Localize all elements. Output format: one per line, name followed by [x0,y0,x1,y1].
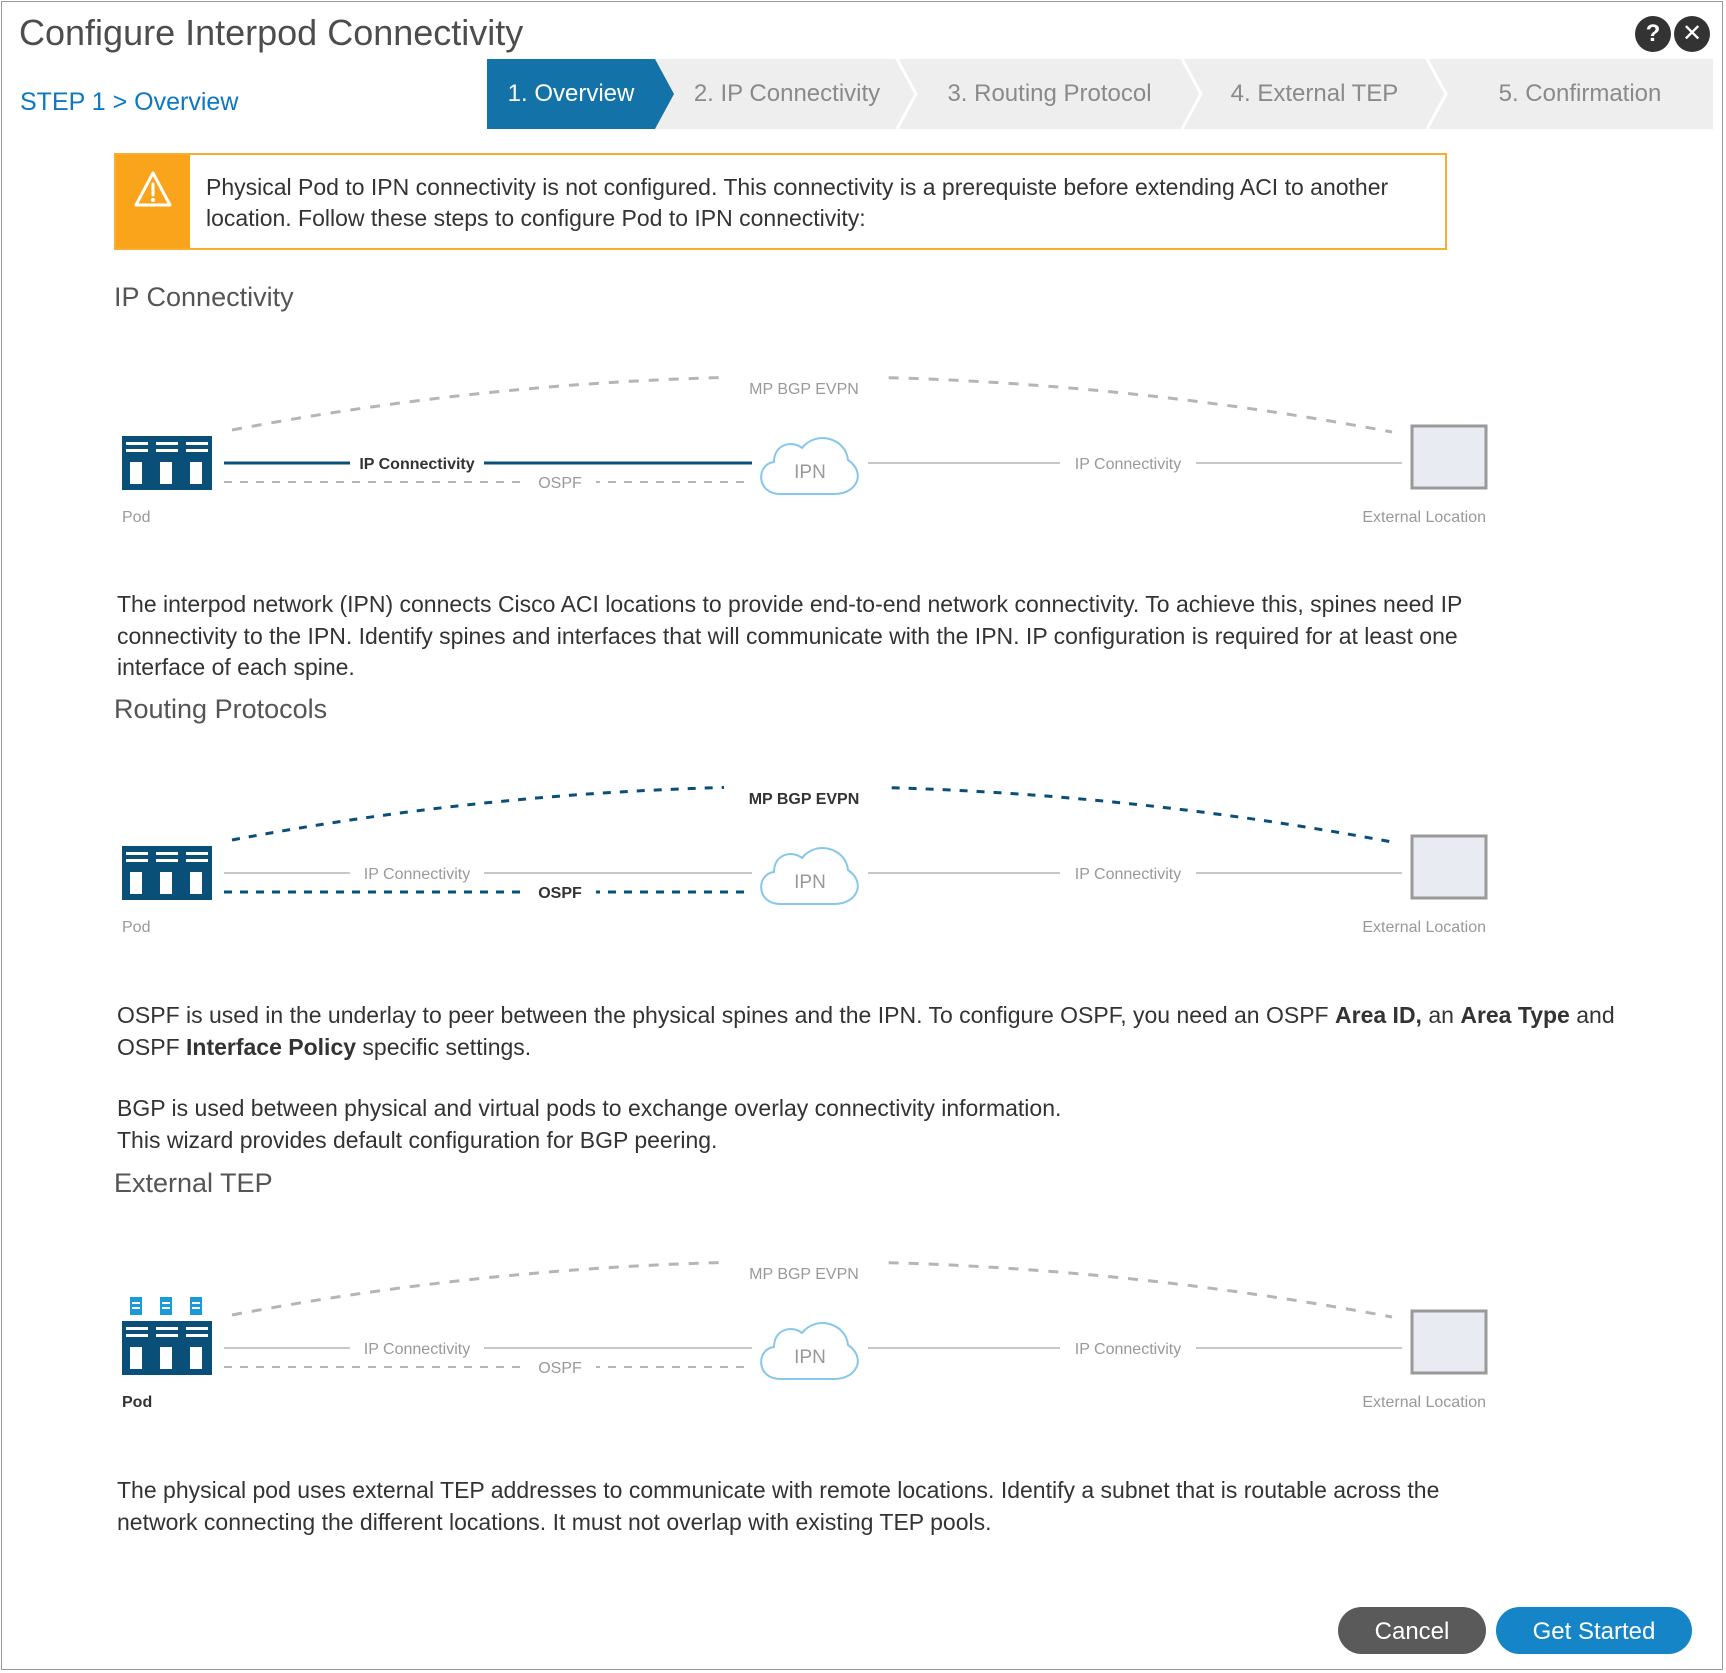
mp-bgp-evpn-label: MP BGP EVPN [748,791,860,808]
external-location-icon [1412,836,1486,898]
diagram-external-tep [2,1237,1726,1437]
ospf-text-d: and OSPF [117,1002,1615,1060]
wizard-step-overview[interactable]: 1. Overview [507,80,635,107]
pod-with-tep-icon [122,1297,212,1375]
configure-interpod-dialog [1,1,1723,1670]
ip-connectivity-label-right: IP Connectivity [1074,456,1182,473]
breadcrumb: STEP 1 > Overview [20,88,239,116]
ospf-text-area-id: Area ID, [1335,1002,1422,1028]
ospf-label: OSPF [538,475,582,492]
pod-label: Pod [122,509,151,526]
ipn-label: IPN [794,872,826,893]
ip-connectivity-label: IP Connectivity [363,866,471,883]
ospf-label: OSPF [538,885,582,902]
get-started-button[interactable]: Get Started [1496,1607,1692,1654]
ip-connectivity-label: IP Connectivity [359,456,475,473]
external-location-label: External Location [1362,919,1486,936]
ospf-text-c: an [1421,1002,1461,1028]
external-location-icon [1412,426,1486,488]
section-text-bgp [117,1093,1677,1156]
dialog-title: Configure Interpod Connectivity [19,12,524,53]
section-heading-routing-protocols: Routing Protocols [114,694,328,724]
section-heading-external-tep: External TEP [114,1168,273,1198]
ipn-label: IPN [794,1347,826,1368]
external-location-label: External Location [1362,509,1486,526]
ospf-label: OSPF [538,1360,582,1377]
bgp-text-line-1: BGP is used between physical and virtual pods to exchange overlay connectivity information. [117,1095,1062,1121]
ospf-text-area-type: Area Type [1460,1002,1570,1028]
section-text-ip-connectivity: The interpod network (IPN) connects Cisco ACI locations to provide end-to-end network connectivity. To achieve this, spines need IP connectivity to the IPN. Identify spines and interfaces that will communicate with the IPN. IP configuration is required for at least one interface of each spine. [117,591,1462,680]
external-location-label: External Location [1362,1394,1486,1411]
pod-icon [122,846,212,900]
ip-connectivity-label-right: IP Connectivity [1074,1341,1182,1358]
wizard-step-ip-connectivity[interactable]: 2. IP Connectivity [693,80,881,107]
wizard-step-routing-protocol[interactable]: 3. Routing Protocol [947,80,1152,107]
wizard-steps [487,59,1713,129]
warning-alert-text: Physical Pod to IPN connectivity is not configured. This connectivity is a prerequiste before extending ACI to another location. Follow these steps to configure Pod to IPN connectivity: [206,174,1389,231]
wizard-step-external-tep[interactable]: 4. External TEP [1230,80,1399,107]
help-icon[interactable]: ? [1635,16,1671,52]
warning-icon [133,170,173,208]
warning-alert [114,153,1447,250]
pod-label: Pod [122,1394,153,1411]
bgp-text-line-2: This wizard provides default configuration for BGP peering. [117,1126,718,1153]
pod-label: Pod [122,919,151,936]
ip-connectivity-label-right: IP Connectivity [1074,866,1182,883]
ipn-label: IPN [794,462,826,483]
ospf-text-e: specific settings. [356,1033,532,1060]
diagram-routing-protocols [2,762,1726,962]
pod-icon [122,436,212,490]
external-location-icon [1412,1311,1486,1373]
ospf-text-a: OSPF is used in the underlay to peer between the physical spines and the IPN. To configure OSPF, you need an OSPF [117,1002,1336,1028]
ospf-text-interface-policy: Interface Policy [186,1033,357,1060]
warning-alert-bar [116,155,190,248]
mp-bgp-evpn-label: MP BGP EVPN [749,1266,859,1283]
ip-connectivity-label: IP Connectivity [363,1341,471,1358]
wizard-step-confirmation[interactable]: 5. Confirmation [1498,80,1662,107]
section-text-external-tep: The physical pod uses external TEP addresses to communicate with remote locations. Identify a subnet that is routable across the network connecting the different locations. It must not overlap with existing TEP pools. [117,1477,1440,1535]
diagram-ip-connectivity [2,352,1726,552]
section-text-ospf [117,1000,1677,1063]
close-icon[interactable]: ✕ [1674,16,1710,52]
cancel-button[interactable]: Cancel [1338,1607,1486,1654]
section-heading-ip-connectivity: IP Connectivity [114,282,294,312]
mp-bgp-evpn-label: MP BGP EVPN [749,381,859,398]
